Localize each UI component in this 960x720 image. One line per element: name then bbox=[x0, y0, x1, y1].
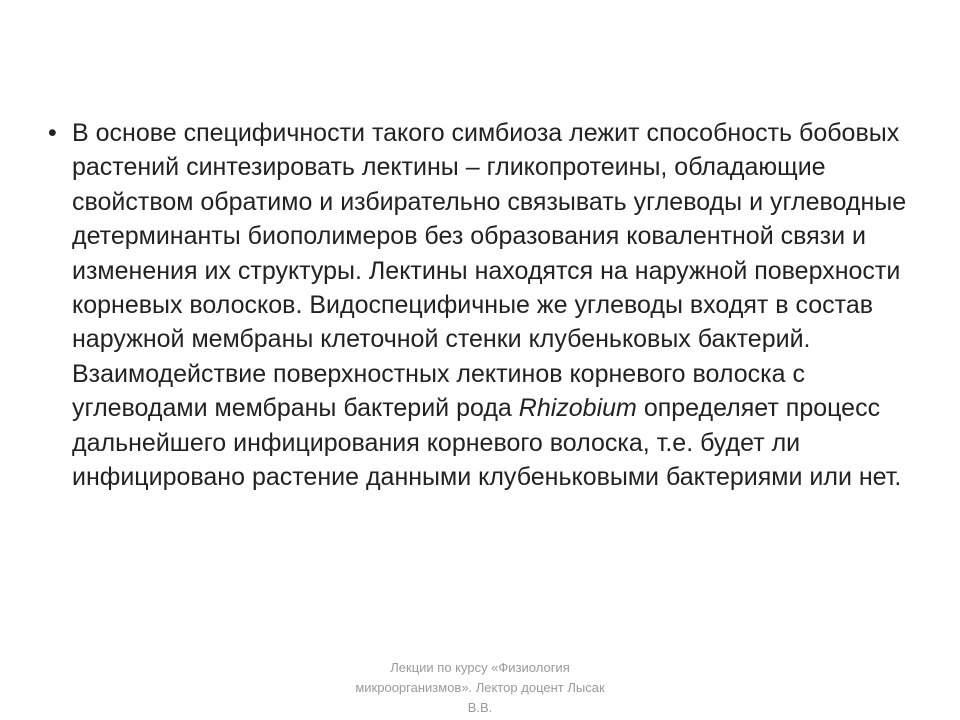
bullet-item bbox=[44, 116, 924, 494]
footer-line-2: микроорганизмов». Лектор доцент Лысак bbox=[355, 680, 605, 695]
slide-body bbox=[44, 116, 924, 494]
bullet-text-after: определяет процесс дальнейшего инфицирования корневого волоска, т.е. будет ли инфицировано растение данными клубеньковыми бактериями или нет. bbox=[72, 394, 902, 492]
slide-footer bbox=[330, 658, 630, 718]
genus-name: Rhizobium bbox=[518, 394, 637, 423]
footer-line-1: Лекции по курсу «Физиология bbox=[390, 660, 570, 675]
bullet-marker: • bbox=[48, 119, 57, 147]
bullet-text-before: В основе специфичности такого симбиоза лежит способность бобовых растений синтезировать лектины – гликопротеины, обладающие свойством обратимо и избирательно связывать углеводы и углеводные детерминанты биополимеров без образования ковалентной связи и изменения их структуры. Лектины находятся на наружной поверхности корневых волосков. Видоспецифичные же углеводы входят в состав наружной мембраны клеточной стенки клубеньковых бактерий. Взаимодействие поверхностных лектинов корневого волоска с углеводами мембраны бактерий рода bbox=[72, 119, 907, 423]
footer-line-3: В.В. bbox=[467, 700, 493, 715]
bullet-text bbox=[72, 116, 924, 494]
